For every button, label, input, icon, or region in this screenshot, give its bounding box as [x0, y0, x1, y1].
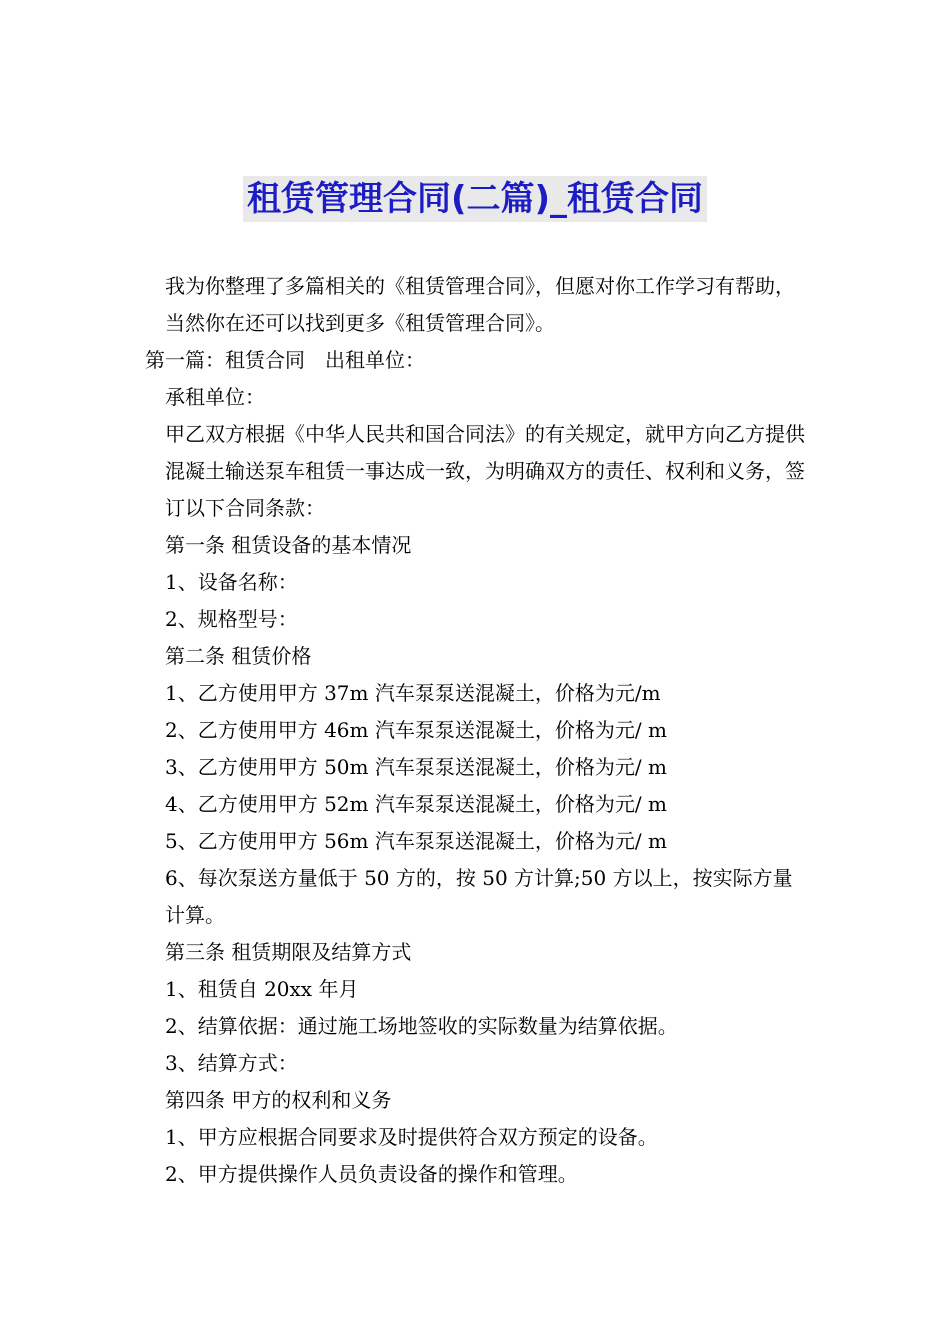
- article-heading: 第二条 租赁价格: [165, 644, 312, 668]
- clause-line: 6、每次泵送方量低于 50 方的，按 50 方计算;50 方以上，按实际方量计算。: [165, 866, 793, 927]
- title-container: [0, 176, 950, 222]
- clause-line: 2、规格型号：: [165, 607, 298, 631]
- clause-line: 1、租赁自 20xx 年月: [165, 977, 359, 1001]
- intro-paragraph: 我为你整理了多篇相关的《租赁管理合同》，但愿对你工作学习有帮助，当然你在还可以找到更多《租赁管理合同》。: [165, 274, 795, 335]
- document-body: [145, 268, 810, 1193]
- chapter-heading: 第一篇：租赁合同 出租单位：: [145, 348, 425, 372]
- clause-line: 1、甲方应根据合同要求及时提供符合双方预定的设备。: [165, 1125, 658, 1149]
- clause-line: 1、乙方使用甲方 37m 汽车泵泵送混凝土，价格为元/m: [165, 681, 661, 705]
- clause-line: 3、结算方式：: [165, 1051, 298, 1075]
- article-heading: 第一条 租赁设备的基本情况: [165, 533, 412, 557]
- clause-line: 3、乙方使用甲方 50m 汽车泵泵送混凝土，价格为元/ m: [165, 755, 667, 779]
- clause-line: 2、结算依据：通过施工场地签收的实际数量为结算依据。: [165, 1014, 678, 1038]
- article-heading: 第四条 甲方的权利和义务: [165, 1088, 392, 1112]
- clause-line: 5、乙方使用甲方 56m 汽车泵泵送混凝土，价格为元/ m: [165, 829, 667, 853]
- clause-line: 1、设备名称：: [165, 570, 298, 594]
- clause-line: 4、乙方使用甲方 52m 汽车泵泵送混凝土，价格为元/ m: [165, 792, 667, 816]
- clause-line: 2、甲方提供操作人员负责设备的操作和管理。: [165, 1162, 578, 1186]
- preamble-paragraph: 甲乙双方根据《中华人民共和国合同法》的有关规定，就甲方向乙方提供混凝土输送泵车租赁一事达成一致，为明确双方的责任、权利和义务，签订以下合同条款：: [165, 422, 805, 520]
- clause-line: 2、乙方使用甲方 46m 汽车泵泵送混凝土，价格为元/ m: [165, 718, 667, 742]
- document-title: 租赁管理合同(二篇)_租赁合同: [243, 176, 707, 222]
- lessee-line: 承租单位：: [165, 385, 265, 409]
- article-heading: 第三条 租赁期限及结算方式: [165, 940, 412, 964]
